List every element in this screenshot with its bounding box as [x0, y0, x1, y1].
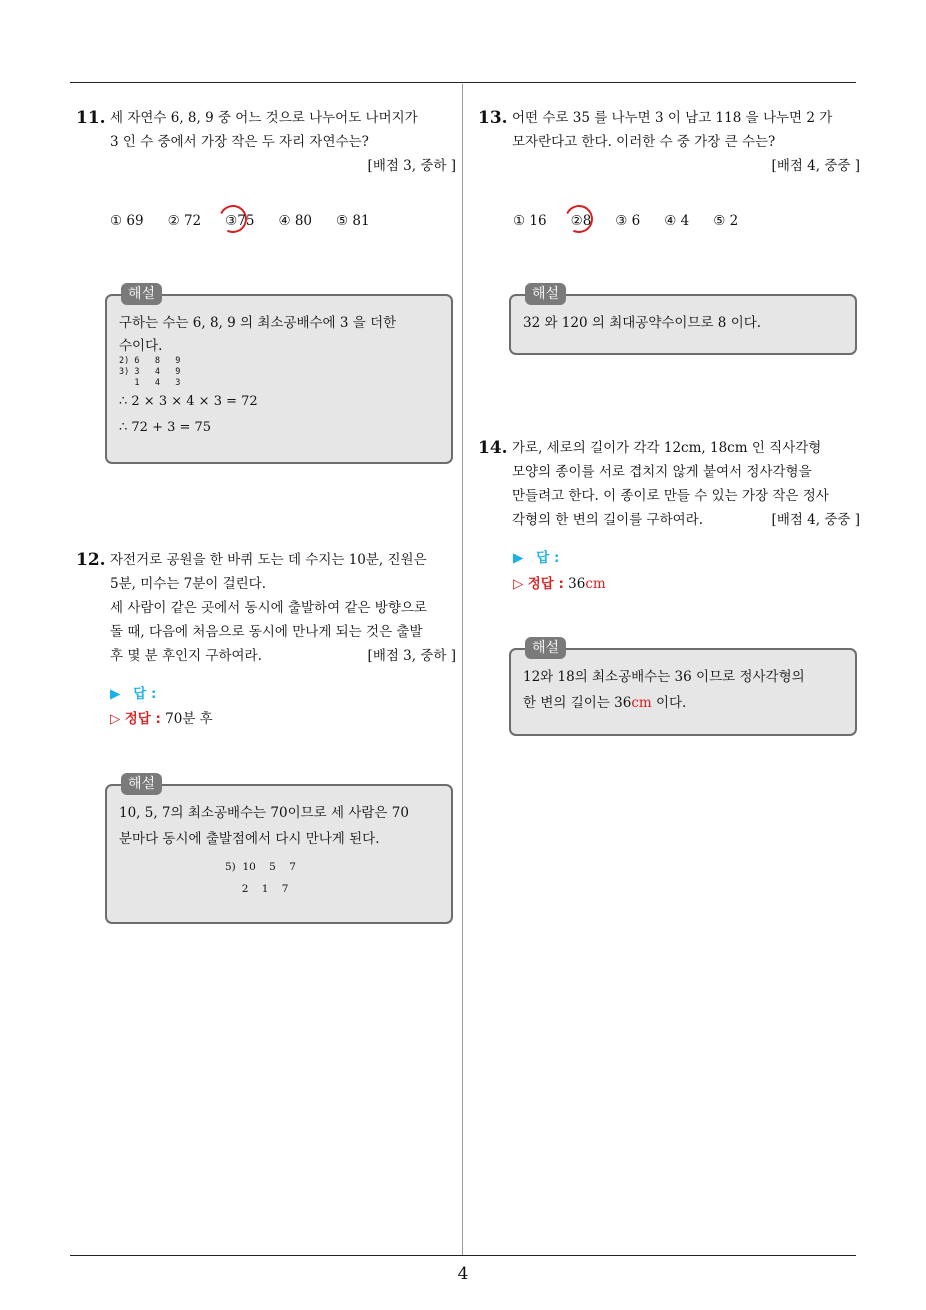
choice-4[interactable]: ④ 4 [664, 213, 690, 229]
solution-text: 수이다. [119, 338, 163, 354]
division-table: 5) 10 5 7 2 1 7 [225, 861, 296, 895]
page-number: 4 [457, 1264, 469, 1284]
correct-value: 36 [568, 576, 586, 592]
solution-equation: ∴ 72 + 3 = 75 [119, 420, 212, 435]
solution-equation: ∴ 2 × 3 × 4 × 3 = 72 [119, 394, 258, 409]
correct-value: 70분 후 [165, 711, 213, 727]
choice-2[interactable]: ② 72 [167, 213, 202, 229]
question-number: 12. [76, 550, 106, 570]
question-text-line: 모자란다고 한다. 이러한 수 중 가장 큰 수는? [512, 134, 776, 150]
question-13 [478, 106, 860, 178]
question-text-line: 어떤 수로 35 를 나누면 3 이 남고 118 을 나누면 2 가 [512, 110, 833, 126]
answer-row-12 [110, 682, 156, 702]
solution-text: 분마다 동시에 출발점에서 다시 만나게 된다. [119, 831, 380, 847]
choice-2-marker[interactable]: ② [571, 213, 583, 229]
solution-text: 12와 18의 최소공배수는 36 이므로 정사각형의 [523, 669, 805, 685]
question-text-line: 세 사람이 같은 곳에서 동시에 출발하여 같은 방향으로 [110, 600, 427, 616]
choice-2-value: 8 [582, 213, 592, 229]
correct-row-12 [110, 707, 213, 727]
solution-tag: 해설 [525, 283, 566, 305]
correct-label: 정답 : [527, 576, 564, 592]
solution-box-13 [509, 286, 857, 355]
score-label: [배점 3, 중하 ] [367, 648, 456, 664]
choice-4[interactable]: ④ 80 [278, 213, 313, 229]
solution-box-14 [509, 640, 857, 736]
triangle-outline-icon: ▷ [110, 711, 121, 727]
question-text-line: 5분, 미수는 7분이 걸린다. [110, 576, 267, 592]
solution-text: 10, 5, 7의 최소공배수는 70이므로 세 사람은 70 [119, 805, 409, 821]
solution-unit: cm [631, 695, 652, 711]
play-arrow-icon: ▶ [513, 550, 524, 566]
question-text-line: 가로, 세로의 길이가 각각 12cm, 18cm 인 직사각형 [512, 440, 822, 456]
choices-13 [513, 213, 762, 229]
question-text-line: 모양의 종이를 서로 겹치지 않게 붙여서 정사각형을 [512, 464, 812, 480]
question-text-line: 각형의 한 변의 길이를 구하여라. [512, 512, 703, 528]
choice-3[interactable]: ③ 6 [615, 213, 641, 229]
correct-label: 정답 : [124, 711, 161, 727]
bottom-rule [70, 1255, 856, 1256]
solution-box-11 [105, 286, 453, 464]
question-text-line: 자전거로 공원을 한 바퀴 도는 데 수지는 10분, 진원은 [110, 552, 427, 568]
question-text-line: 후 몇 분 후인지 구하여라. [110, 648, 262, 664]
answer-row-14 [513, 546, 559, 566]
question-number: 11. [76, 108, 106, 128]
choice-5[interactable]: ⑤ 2 [713, 213, 739, 229]
question-text-line: 돌 때, 다음에 처음으로 동시에 만나게 되는 것은 출발 [110, 624, 423, 640]
answer-label: 답 : [133, 686, 157, 702]
choice-5[interactable]: ⑤ 81 [336, 213, 370, 229]
top-rule [70, 82, 856, 83]
solution-box-12 [105, 776, 453, 924]
question-text-line: 세 자연수 6, 8, 9 중 어느 것으로 나누어도 나머지가 [110, 110, 418, 126]
question-number: 13. [478, 108, 508, 128]
choices-11 [110, 213, 394, 229]
answer-label: 답 : [536, 550, 560, 566]
solution-text: 32 와 120 의 최대공약수이므로 8 이다. [523, 315, 762, 331]
score-label: [배점 4, 중중 ] [771, 512, 860, 528]
play-arrow-icon: ▶ [110, 686, 121, 702]
score-label: [배점 3, 중하 ] [367, 158, 456, 174]
choice-3-marker[interactable]: ③ [225, 213, 237, 229]
column-divider [462, 84, 463, 1255]
question-text-line: 만들려고 한다. 이 종이로 만들 수 있는 가장 작은 정사 [512, 488, 829, 504]
solution-text-line-2: 한 변의 길이는 36cm 이다. [523, 695, 687, 711]
choice-1[interactable]: ① 69 [110, 213, 144, 229]
choice-3-value: 75 [237, 213, 255, 229]
solution-tag: 해설 [121, 773, 162, 795]
solution-tag: 해설 [121, 283, 162, 305]
question-12 [76, 548, 456, 668]
question-14 [478, 436, 860, 532]
question-11 [76, 106, 456, 178]
question-text-line: 3 인 수 중에서 가장 작은 두 자리 자연수는? [110, 134, 369, 150]
solution-text: 구하는 수는 6, 8, 9 의 최소공배수에 3 을 더한 [119, 315, 397, 331]
choice-1[interactable]: ① 16 [513, 213, 547, 229]
question-number: 14. [478, 438, 508, 458]
correct-row-14 [513, 572, 606, 592]
solution-tag: 해설 [525, 637, 566, 659]
division-table: 2) 6 8 9 3) 3 4 9 1 4 3 [119, 356, 181, 388]
triangle-outline-icon: ▷ [513, 576, 524, 592]
score-label: [배점 4, 중중 ] [771, 158, 860, 174]
correct-unit: cm [585, 576, 606, 592]
